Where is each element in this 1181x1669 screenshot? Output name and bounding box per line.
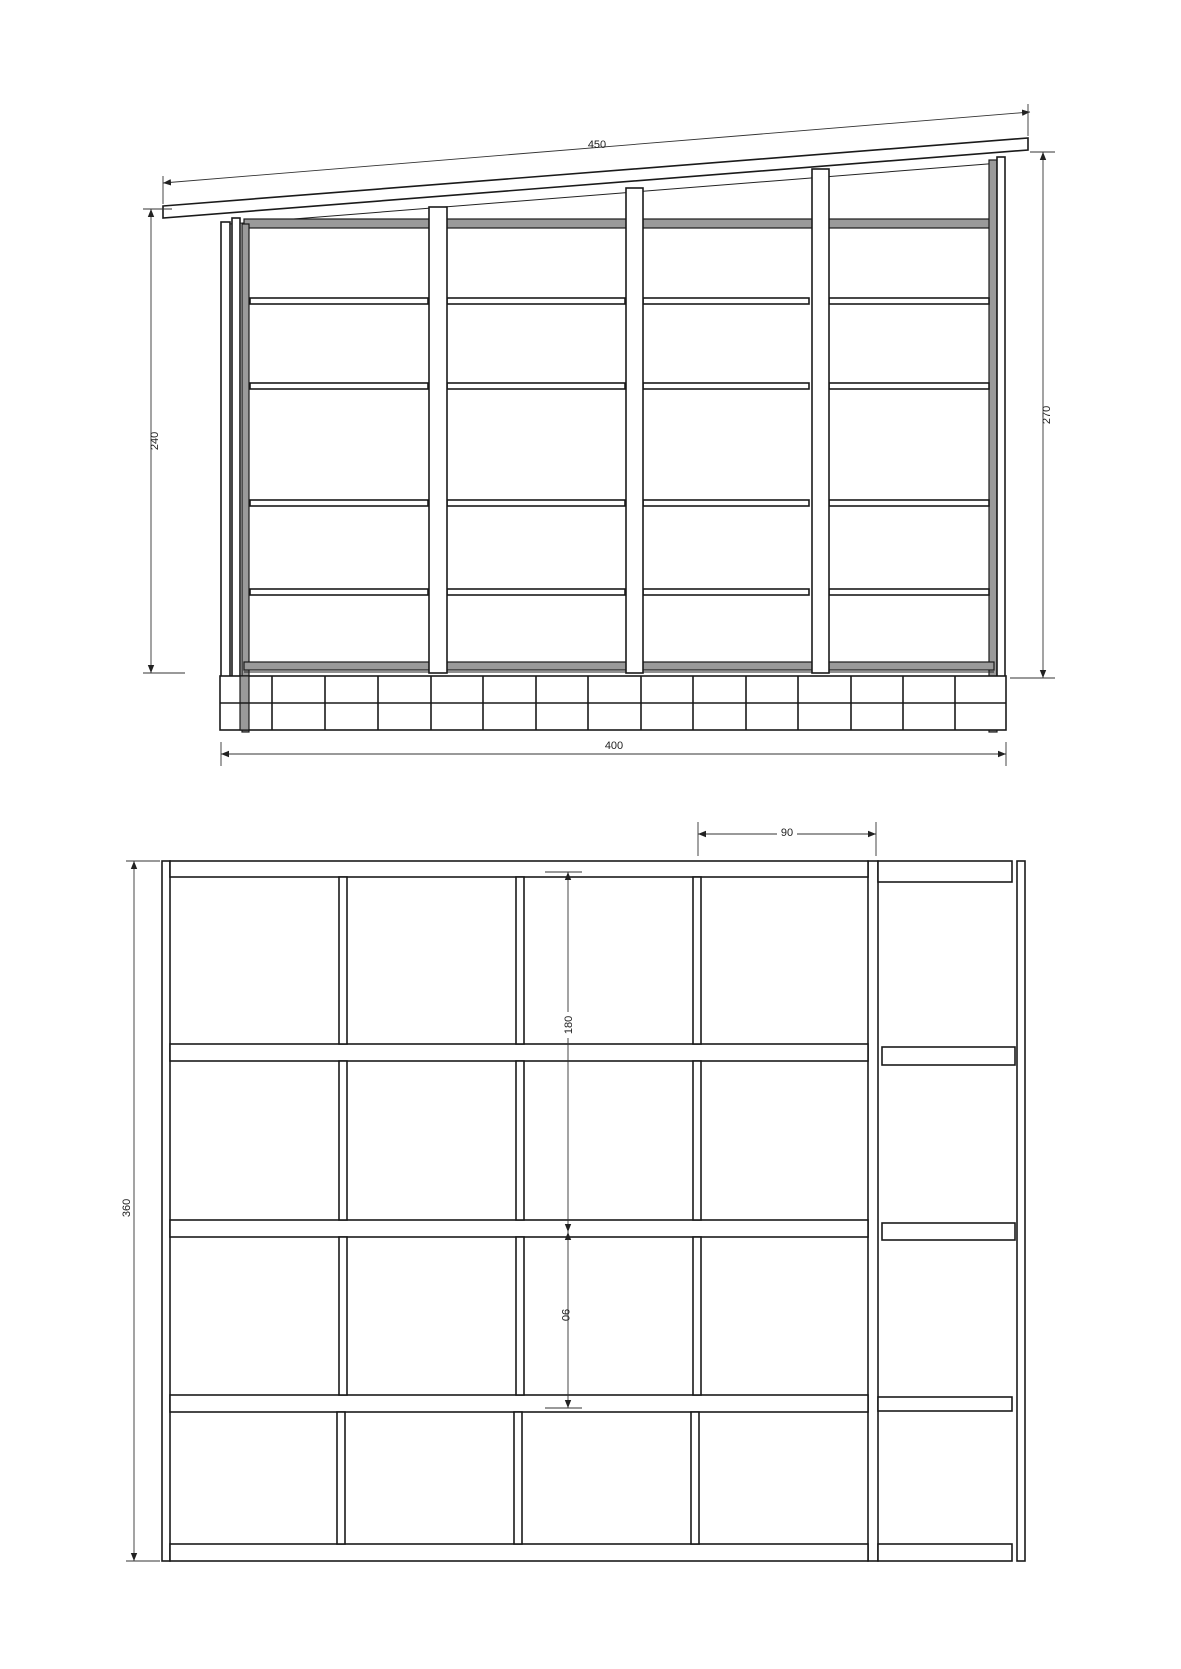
block: [693, 1061, 701, 1220]
block: [693, 877, 701, 1044]
left-corner-post-outer: [221, 222, 230, 678]
dim-span-short: [545, 1232, 582, 1408]
block: [516, 1061, 524, 1220]
block: [339, 877, 347, 1044]
bottom-sill-beam: [244, 662, 994, 670]
side-joist-top: [878, 861, 1012, 882]
block: [339, 1061, 347, 1220]
right-wall-post: [989, 160, 997, 732]
dim-total-depth: [121, 861, 160, 1561]
rail: [829, 298, 989, 304]
rail: [250, 589, 428, 595]
side-joist: [882, 1223, 1015, 1240]
horizontal-rails: [250, 298, 989, 595]
rafter-post-1: [429, 207, 447, 673]
rail: [643, 500, 809, 506]
top-plate-beam: [244, 219, 994, 228]
dim-label-span-short: 90: [559, 1308, 571, 1322]
joist: [170, 1220, 868, 1237]
side-joist-bottom: [878, 1544, 1012, 1561]
joist-bottom: [170, 1544, 868, 1561]
dim-base-width: [221, 740, 1006, 766]
joist: [170, 1044, 868, 1061]
floor-plan: [121, 822, 1025, 1561]
block: [693, 1237, 701, 1395]
rail: [447, 298, 625, 304]
dim-label-side-bay-width: 90: [780, 827, 794, 839]
rail: [250, 298, 428, 304]
dim-front-height: [143, 209, 185, 673]
dim-back-height: [1010, 152, 1055, 678]
left-corner-post-inner: [232, 218, 240, 678]
left-outer-beam: [162, 861, 170, 1561]
rail: [643, 298, 809, 304]
rafter-post-2: [626, 188, 643, 673]
joist: [170, 1395, 868, 1412]
joist-top: [170, 861, 868, 877]
rail: [447, 589, 625, 595]
rail: [250, 500, 428, 506]
dim-label-front-height: 240: [149, 431, 161, 451]
left-wall-post: [242, 224, 249, 732]
block: [691, 1412, 699, 1544]
rail: [829, 500, 989, 506]
side-joist: [878, 1397, 1012, 1411]
block: [514, 1412, 522, 1544]
block: [516, 1237, 524, 1395]
foundation-blocks: [220, 676, 1006, 730]
right-corner-post: [997, 157, 1005, 679]
dim-label-total-depth: 360: [121, 1198, 133, 1218]
dim-label-back-height: 270: [1041, 405, 1053, 425]
divider-beam: [868, 861, 878, 1561]
side-joist: [882, 1047, 1015, 1065]
rafter-post-3: [812, 169, 829, 673]
block: [337, 1412, 345, 1544]
dim-label-span-long: 180: [563, 1015, 575, 1035]
block: [339, 1237, 347, 1395]
side-elevation: [143, 104, 1055, 766]
rail: [447, 383, 625, 389]
block: [516, 877, 524, 1044]
rail: [643, 383, 809, 389]
dim-label-roof-length: 450: [587, 139, 607, 151]
dim-label-base-width: 400: [604, 740, 624, 752]
rail: [829, 383, 989, 389]
rail: [447, 500, 625, 506]
rail: [250, 383, 428, 389]
rail: [829, 589, 989, 595]
dim-side-bay-width: [698, 822, 876, 856]
rail: [643, 589, 809, 595]
blocking: [337, 877, 701, 1544]
right-outer-beam: [1017, 861, 1025, 1561]
